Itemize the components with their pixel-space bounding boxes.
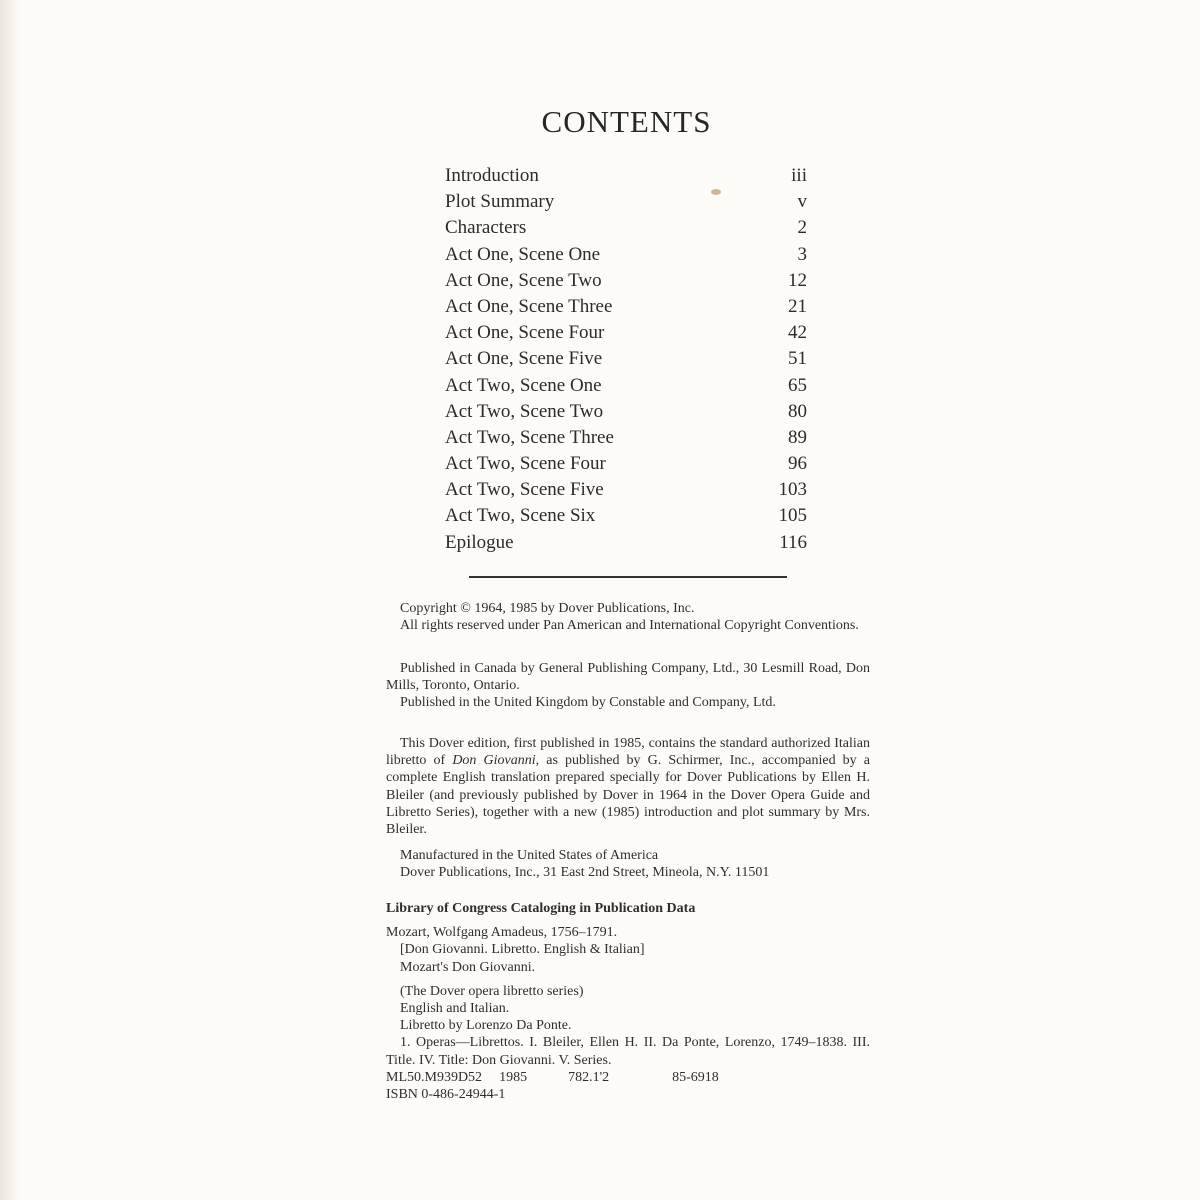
publishing-block: [386, 660, 870, 712]
toc-entry-page: 42: [788, 322, 807, 344]
table-of-contents: [445, 165, 807, 558]
toc-entry-label: Characters: [445, 217, 527, 239]
manufacture-block: [386, 847, 870, 881]
toc-entry: [445, 217, 807, 243]
cip-series: (The Dover opera libretto series): [400, 983, 584, 999]
toc-entry-page: 116: [779, 531, 807, 553]
toc-entry: [445, 375, 807, 401]
toc-entry-page: 89: [788, 426, 807, 448]
toc-entry: [445, 505, 807, 531]
cip-language: English and Italian.: [400, 1001, 510, 1017]
edition-note: [386, 735, 870, 838]
cataloging-heading: Library of Congress Cataloging in Publication Data: [386, 901, 696, 916]
toc-entry-label: Act One, Scene One: [445, 243, 601, 265]
toc-entry-label: Act Two, Scene Six: [445, 505, 596, 527]
toc-entry-label: Act One, Scene Three: [445, 295, 613, 317]
toc-entry: [445, 348, 807, 374]
toc-entry: [445, 479, 807, 505]
address-line: Dover Publications, Inc., 31 East 2nd Street, Mineola, N.Y. 11501: [400, 865, 770, 881]
toc-entry-label: Epilogue: [445, 531, 514, 553]
uk-line: Published in the United Kingdom by Constable and Company, Ltd.: [400, 695, 776, 711]
edition-italic-title: Don Giovanni: [452, 753, 536, 769]
edition-text-1: This Dover edition, first published in 1985, contains the standard authorized Italian libretto of: [386, 736, 870, 769]
toc-entry-page: 103: [778, 479, 807, 501]
cataloging-block: [386, 900, 870, 1103]
cip-lccn: 85-6918: [672, 1069, 719, 1085]
cip-call-number: ML50.M939D52: [386, 1069, 483, 1085]
toc-entry-label: Act One, Scene Four: [445, 322, 605, 344]
page-edge-shadow: [0, 0, 18, 1200]
toc-entry-label: Act Two, Scene Two: [445, 400, 604, 422]
toc-entry-page: 21: [788, 295, 807, 317]
toc-entry-page: 2: [797, 217, 807, 239]
cip-classification: [386, 1069, 870, 1086]
rights-text: All rights reserved under Pan American and International Copyright Conventions.: [400, 618, 859, 634]
rights-line: [386, 617, 870, 634]
toc-entry-label: Plot Summary: [445, 191, 555, 213]
toc-entry-page: 96: [788, 453, 807, 475]
edition-text-2: , as published by G. Schirmer, Inc., accompanied by a complete English translation prepared specially for Dover Publications by Ellen H. Bleiler (and previously published by Dover in 1964 in the Dover Opera Guide and Libretto Series), together with a new (1985) introduction and plot summary by Mrs. Bleiler.: [386, 753, 870, 838]
toc-entry: [445, 191, 807, 217]
copyright-line: Copyright © 1964, 1985 by Dover Publications, Inc.: [400, 601, 695, 616]
cip-uniform-title: [Don Giovanni. Libretto. English & Italian]: [400, 942, 645, 958]
cip-isbn: ISBN 0-486-24944-1: [386, 1087, 506, 1103]
toc-entry-page: 51: [788, 348, 807, 370]
toc-entry-label: Act Two, Scene One: [445, 374, 602, 396]
toc-entry-label: Act Two, Scene Three: [445, 426, 614, 448]
toc-entry: [445, 244, 807, 270]
toc-entry: [445, 453, 807, 479]
toc-entry-page: iii: [791, 165, 807, 186]
toc-entry-page: v: [797, 191, 807, 213]
cip-author: Mozart, Wolfgang Amadeus, 1756–1791.: [386, 925, 618, 941]
toc-entry-page: 3: [797, 243, 807, 265]
manufacture-line: Manufactured in the United States of America: [400, 848, 659, 863]
toc-entry: [445, 296, 807, 322]
toc-entry-label: Act Two, Scene Four: [445, 453, 606, 475]
toc-entry-page: 12: [788, 269, 807, 291]
toc-entry-page: 80: [788, 400, 807, 422]
cip-librettist: Libretto by Lorenzo Da Ponte.: [400, 1018, 572, 1034]
toc-entry: [445, 401, 807, 427]
copyright-block: [386, 600, 870, 634]
canada-line: Published in Canada by General Publishing Company, Ltd., 30 Lesmill Road, Don Mills, Toronto, Ontario.: [386, 661, 870, 694]
edition-paragraph: [386, 735, 870, 838]
toc-entry: [445, 427, 807, 453]
toc-entry: [445, 532, 807, 558]
toc-entry-page: 65: [788, 374, 807, 396]
cip-year: 1985: [499, 1069, 528, 1085]
toc-entry: [445, 270, 807, 296]
toc-entry-page: 105: [778, 505, 807, 527]
toc-entry-label: Introduction: [445, 165, 539, 186]
divider-rule: [469, 576, 787, 578]
cip-title: Mozart's Don Giovanni.: [400, 959, 536, 975]
toc-entry-label: Act One, Scene Two: [445, 269, 602, 291]
toc-entry-label: Act Two, Scene Five: [445, 479, 604, 501]
cip-dewey: 782.1'2: [568, 1069, 610, 1085]
toc-entry-label: Act One, Scene Five: [445, 348, 603, 370]
toc-entry: [445, 322, 807, 348]
contents-title: CONTENTS: [541, 104, 712, 139]
cip-subjects: 1. Operas—Librettos. I. Bleiler, Ellen H. II. Da Ponte, Lorenzo, 1749–1838. III. Title. IV. Title: Don Giovanni. V. Series.: [386, 1035, 870, 1068]
toc-entry: [445, 165, 807, 191]
